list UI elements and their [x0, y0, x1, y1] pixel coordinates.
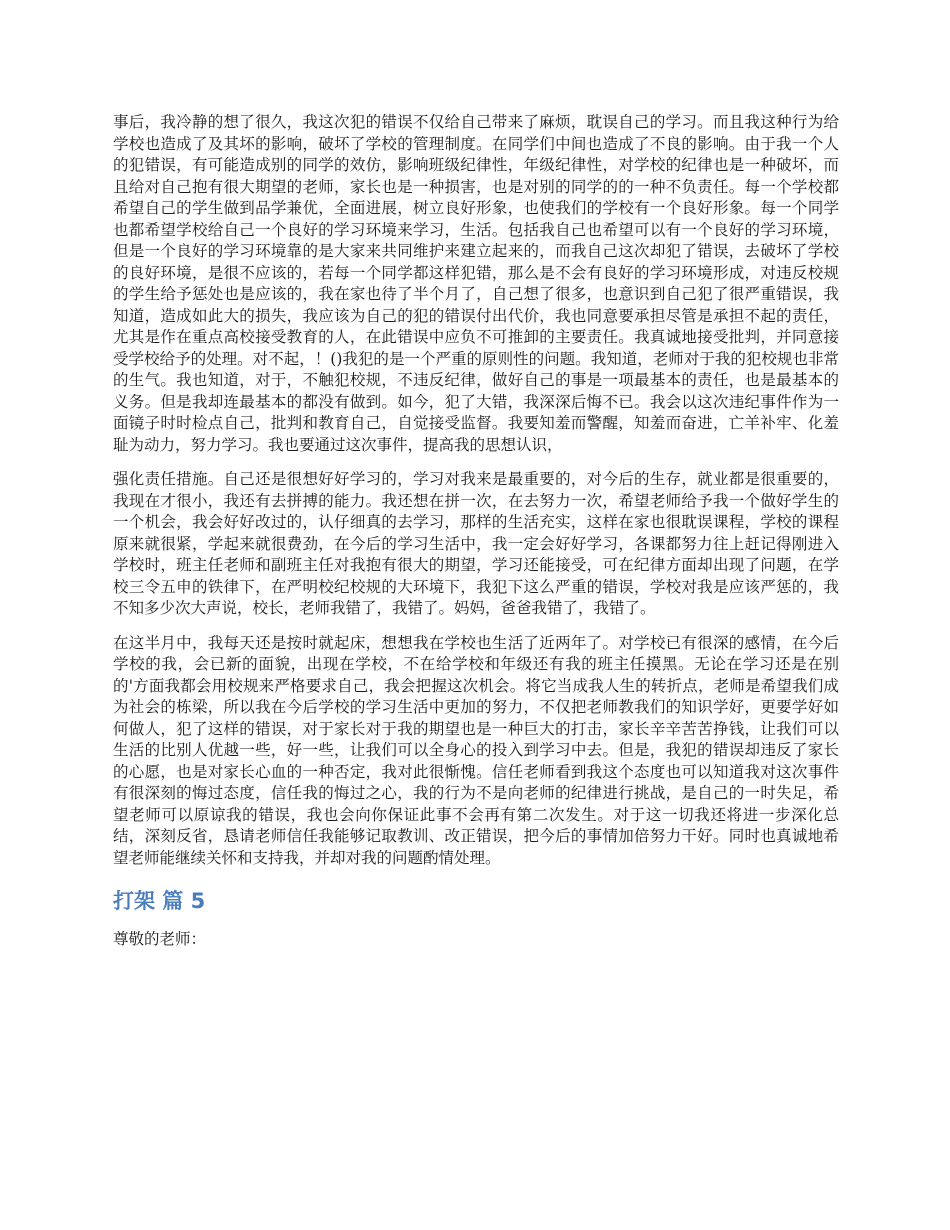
- document-body: [113, 112, 839, 951]
- paragraph-3: 在这半月中，我每天还是按时就起床，想想我在学校也生活了近两年了。对学校已有很深的感情，在今后学校的我，会已新的面貌，出现在学校，不在给学校和年级还有我的班主任摸黑。无论在学习还是在别的'方面我都会用校规来严格要求自己，我会把握这次机会。将它当成我人生的转折点，老师是希望我们成为社会的栋梁，所以我在今后学校的学习生活中更加的努力，不仅把老师教我们的知识学好，更要学好如何做人，犯了这样的错误，对于家长对于我的期望也是一种巨大的打击，家长辛辛苦苦挣钱，让我们可以生活的比别人优越一些，好一些，让我们可以全身心的投入到学习中去。但是，我犯的错误却违反了家长的心愿，也是对家长心血的一种否定，我对此很惭愧。信任老师看到我这个态度也可以知道我对这次事件有很深刻的悔过态度，信任我的悔过之心，我的行为不是向老师的纪律进行挑战，是自己的一时失足，希望老师可以原谅我的错误，我也会向你保证此事不会再有第二次发生。对于这一切我还将进一步深化总结，深刻反省，恳请老师信任我能够记取教训、改正错误，把今后的事情加倍努力干好。同时也真诚地希望老师能继续关怀和支持我，并却对我的问题酌情处理。: [113, 633, 839, 867]
- salutation: 尊敬的老师：: [113, 930, 207, 948]
- paragraph-1: 事后，我冷静的想了很久，我这次犯的错误不仅给自己带来了麻烦，耽误自己的学习。而且我这种行为给学校也造成了及其坏的影响，破坏了学校的管理制度。在同学们中间也造成了不良的影响。由于我一个人的犯错误，有可能造成别的同学的效仿，影响班级纪律性，年级纪律性，对学校的纪律也是一种破坏，而且给对自己抱有很大期望的老师，家长也是一种损害，也是对别的同学的的一种不负责任。每一个学校都希望自己的学生做到品学兼优，全面进展，树立良好形象，也使我们的学校有一个良好形象。每一个同学也都希望学校给自己一个良好的学习环境来学习，生活。包括我自己也希望可以有一个良好的学习环境，但是一个良好的学习环境靠的是大家来共同维护来建立起来的，而我自己这次却犯了错误，去破坏了学校的良好环境，是很不应该的，若每一个同学都这样犯错，那么是不会有良好的学习环境形成，对违反校规的学生给予惩处也是应该的，我在家也待了半个月了，自己想了很多，也意识到自己犯了很严重错误，我知道，造成如此大的损失，我应该为自己的犯的错误付出代价，我也同意要承担尽管是承担不起的责任，尤其是作在重点高校接受教育的人，在此错误中应负不可推卸的主要责任。我真诚地接受批判，并同意接受学校给予的处理。对不起，！()我犯的是一个严重的原则性的问题。我知道，老师对于我的犯校规也非常的生气。我也知道，对于，不触犯校规，不违反纪律，做好自己的事是一项最基本的责任，也是最基本的义务。但是我却连最基本的都没有做到。如今，犯了大错，我深深后悔不已。我会以这次违纪事件作为一面镜子时时检点自己，批判和教育自己，自觉接受监督。我要知羞而警醒，知羞而奋进，亡羊补牢、化羞耻为动力，努力学习。我也要通过这次事件，提高我的思想认识，: [113, 113, 839, 454]
- paragraph-2: 强化责任措施。自己还是很想好好学习的，学习对我来是最重要的，对今后的生存，就业都是很重要的，我现在才很小，我还有去拼搏的能力。我还想在拼一次，在去努力一次，希望老师给予我一个做好学生的一个机会，我会好好改过的，认仔细真的去学习，那样的生活充实，这样在家也很耽误课程，学校的课程原来就很紧，学起来就很费劲，在今后的学习生活中，我一定会好好学习，各课都努力往上赶记得刚进入学校时，班主任老师和副班主任对我抱有很大的期望，学习还能接受，可在纪律方面却出现了问题，在学校三令五申的铁律下，在严明校纪校规的大环境下，我犯下这么严重的错误，学校对我是应该严惩的，我不知多少次大声说，校长，老师我错了，我错了。妈妈，爸爸我错了，我错了。: [113, 470, 839, 617]
- section-heading: 打架 篇 5: [113, 889, 206, 913]
